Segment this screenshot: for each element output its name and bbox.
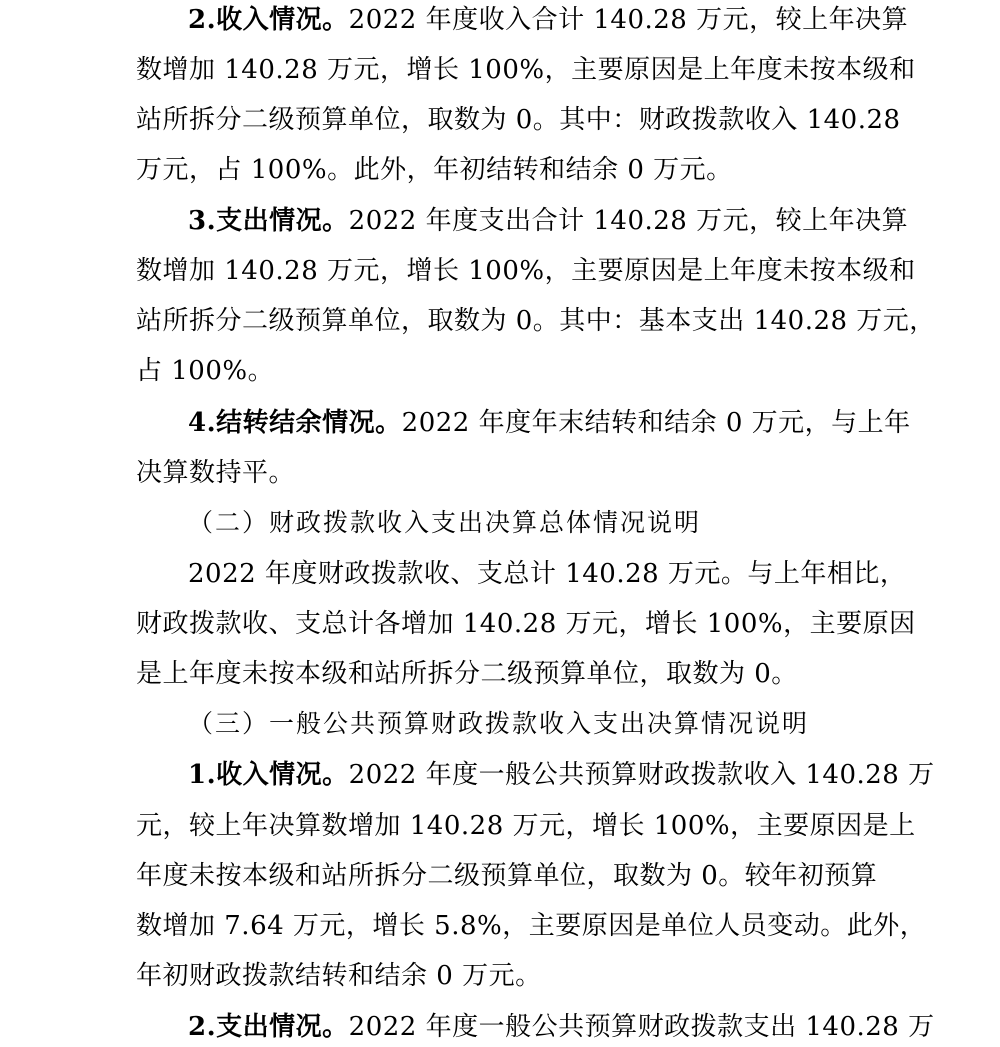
section-heading-2: （二）财政拨款收入支出决算总体情况说明 bbox=[188, 508, 702, 537]
paragraph-income-line-4: 万元，占 100%。此外，年初结转和结余 0 万元。 bbox=[136, 155, 733, 185]
paragraph-balance-line-2: 决算数持平。 bbox=[136, 458, 296, 488]
paragraph-text: 2022 年度一般公共预算财政拨款收入 140.28 万 bbox=[348, 760, 935, 790]
paragraph-text: 2022 年度收入合计 140.28 万元，较上年决算 bbox=[348, 5, 909, 35]
paragraph-expense-line-1 bbox=[188, 201, 908, 241]
paragraph-income-line-1 bbox=[188, 0, 908, 40]
paragraph-general-income-line-5: 年初财政拨款结转和结余 0 万元。 bbox=[136, 961, 542, 991]
paragraph-expense-line-3: 站所拆分二级预算单位，取数为 0。其中：基本支出 140.28 万元， bbox=[136, 306, 936, 336]
paragraph-fiscal-line-3: 是上年度未按本级和站所拆分二级预算单位，取数为 0。 bbox=[136, 659, 798, 689]
paragraph-balance-line-1 bbox=[188, 403, 911, 443]
paragraph-text: 2022 年度支出合计 140.28 万元，较上年决算 bbox=[348, 206, 909, 236]
paragraph-text: 2022 年度年末结转和结余 0 万元，与上年 bbox=[401, 408, 911, 438]
paragraph-expense-line-4: 占 100%。 bbox=[136, 356, 275, 386]
section-label-balance: 4.结转结余情况。 bbox=[188, 408, 402, 438]
paragraph-income-line-3: 站所拆分二级预算单位，取数为 0。其中：财政拨款收入 140.28 bbox=[136, 105, 901, 135]
section-label-general-income: 1.收入情况。 bbox=[188, 760, 349, 790]
paragraph-general-income-line-1 bbox=[188, 755, 935, 795]
paragraph-general-income-line-3: 年度未按本级和站所拆分二级预算单位，取数为 0。较年初预算 bbox=[136, 861, 878, 891]
paragraph-expense-line-2: 数增加 140.28 万元，增长 100%，主要原因是上年度未按本级和 bbox=[136, 256, 916, 286]
paragraph-fiscal-line-1: 2022 年度财政拨款收、支总计 140.28 万元。与上年相比， bbox=[188, 559, 907, 589]
paragraph-income-line-2: 数增加 140.28 万元，增长 100%，主要原因是上年度未按本级和 bbox=[136, 55, 916, 85]
paragraph-general-income-line-2: 元，较上年决算数增加 140.28 万元，增长 100%，主要原因是上 bbox=[136, 811, 916, 841]
section-label-general-expense: 2.支出情况。 bbox=[188, 1012, 349, 1042]
section-heading-3: （三）一般公共预算财政拨款收入支出决算情况说明 bbox=[188, 709, 810, 738]
paragraph-general-income-line-4: 数增加 7.64 万元，增长 5.8%，主要原因是单位人员变动。此外， bbox=[136, 911, 927, 941]
paragraph-general-expense-line-1 bbox=[188, 1007, 935, 1047]
paragraph-fiscal-line-2: 财政拨款收、支总计各增加 140.28 万元，增长 100%，主要原因 bbox=[136, 609, 916, 639]
paragraph-text: 2022 年度一般公共预算财政拨款支出 140.28 万 bbox=[348, 1012, 935, 1042]
section-label-expense: 3.支出情况。 bbox=[188, 206, 349, 236]
section-label-income: 2.收入情况。 bbox=[188, 5, 349, 35]
